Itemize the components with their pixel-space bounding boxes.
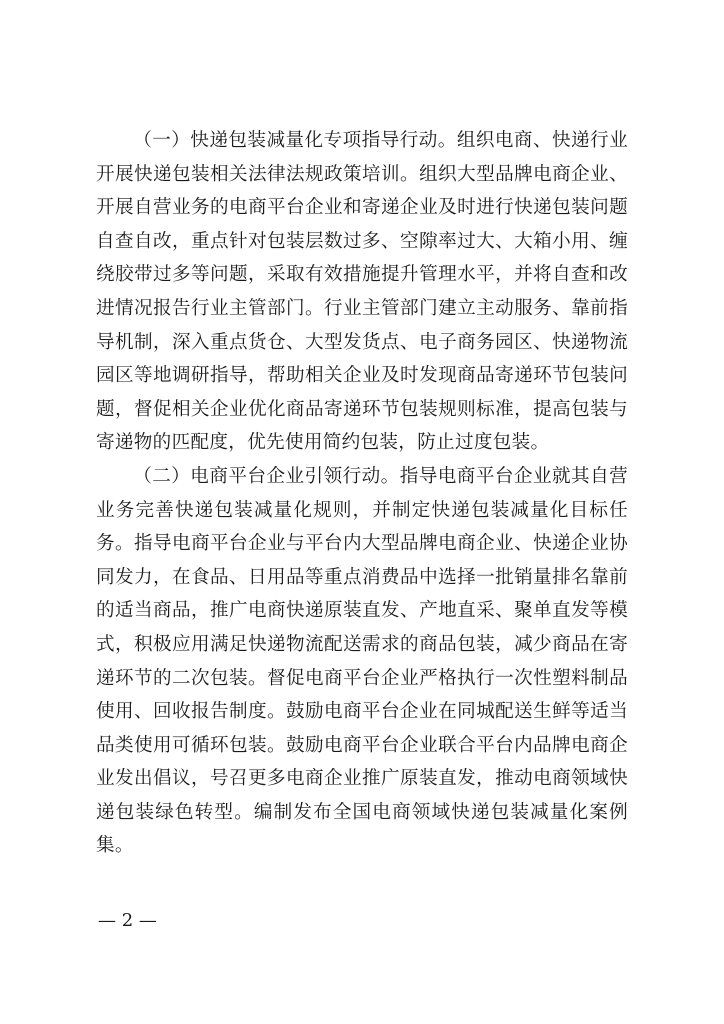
paragraph-1-text: 组织电商、快递行业开展快递包装相关法律法规政策培训。组织大型品牌电商企业、开展自营业务的电商平台企业和寄递企业及时进行快递包装问题自查自改，重点针对包装层数过多、空隙率过大、大箱小用、缠绕胶带过多等问题，采取有效措施提升管理水平，并将自查和改进情况报告行业主管部门。行业主管部门建立主动服务、靠前指导机制，深入重点货仓、大型发货点、电子商务园区、快递物流园区等地调研指导，帮助相关企业及时发现商品寄递环节包装问题，督促相关企业优化商品寄递环节包装规则标准，提高包装与寄递物的匹配度，优先使用简约包装，防止过度包装。 — [96, 130, 628, 454]
body-text — [96, 124, 628, 863]
paragraph-2-heading: （二）电商平台企业引领行动。 — [133, 465, 400, 487]
page-number: — 2 — — [98, 910, 157, 931]
paragraph-2-text: 指导电商平台企业就其自营业务完善快递包装减量化规则，并制定快递包装减量化目标任务。指导电商平台企业与平台内大型品牌电商企业、快递企业协同发力，在食品、日用品等重点消费品中选择一批销量排名靠前的适当商品，推广电商快递原装直发、产地直采、聚单直发等模式，积极应用满足快递物流配送需求的商品包装，减少商品在寄递环节的二次包装。督促电商平台企业严格执行一次性塑料制品使用、回收报告制度。鼓励电商平台企业在同城配送生鲜等适当品类使用可循环包装。鼓励电商平台企业联合平台内品牌电商企业发出倡议，号召更多电商企业推广原装直发，推动电商领域快递包装绿色转型。编制发布全国电商领域快递包装减量化案例集。 — [96, 465, 628, 857]
paragraph-1 — [96, 124, 628, 460]
paragraph-1-heading: （一）快递包装减量化专项指导行动。 — [133, 130, 457, 151]
paragraph-2 — [96, 460, 628, 863]
